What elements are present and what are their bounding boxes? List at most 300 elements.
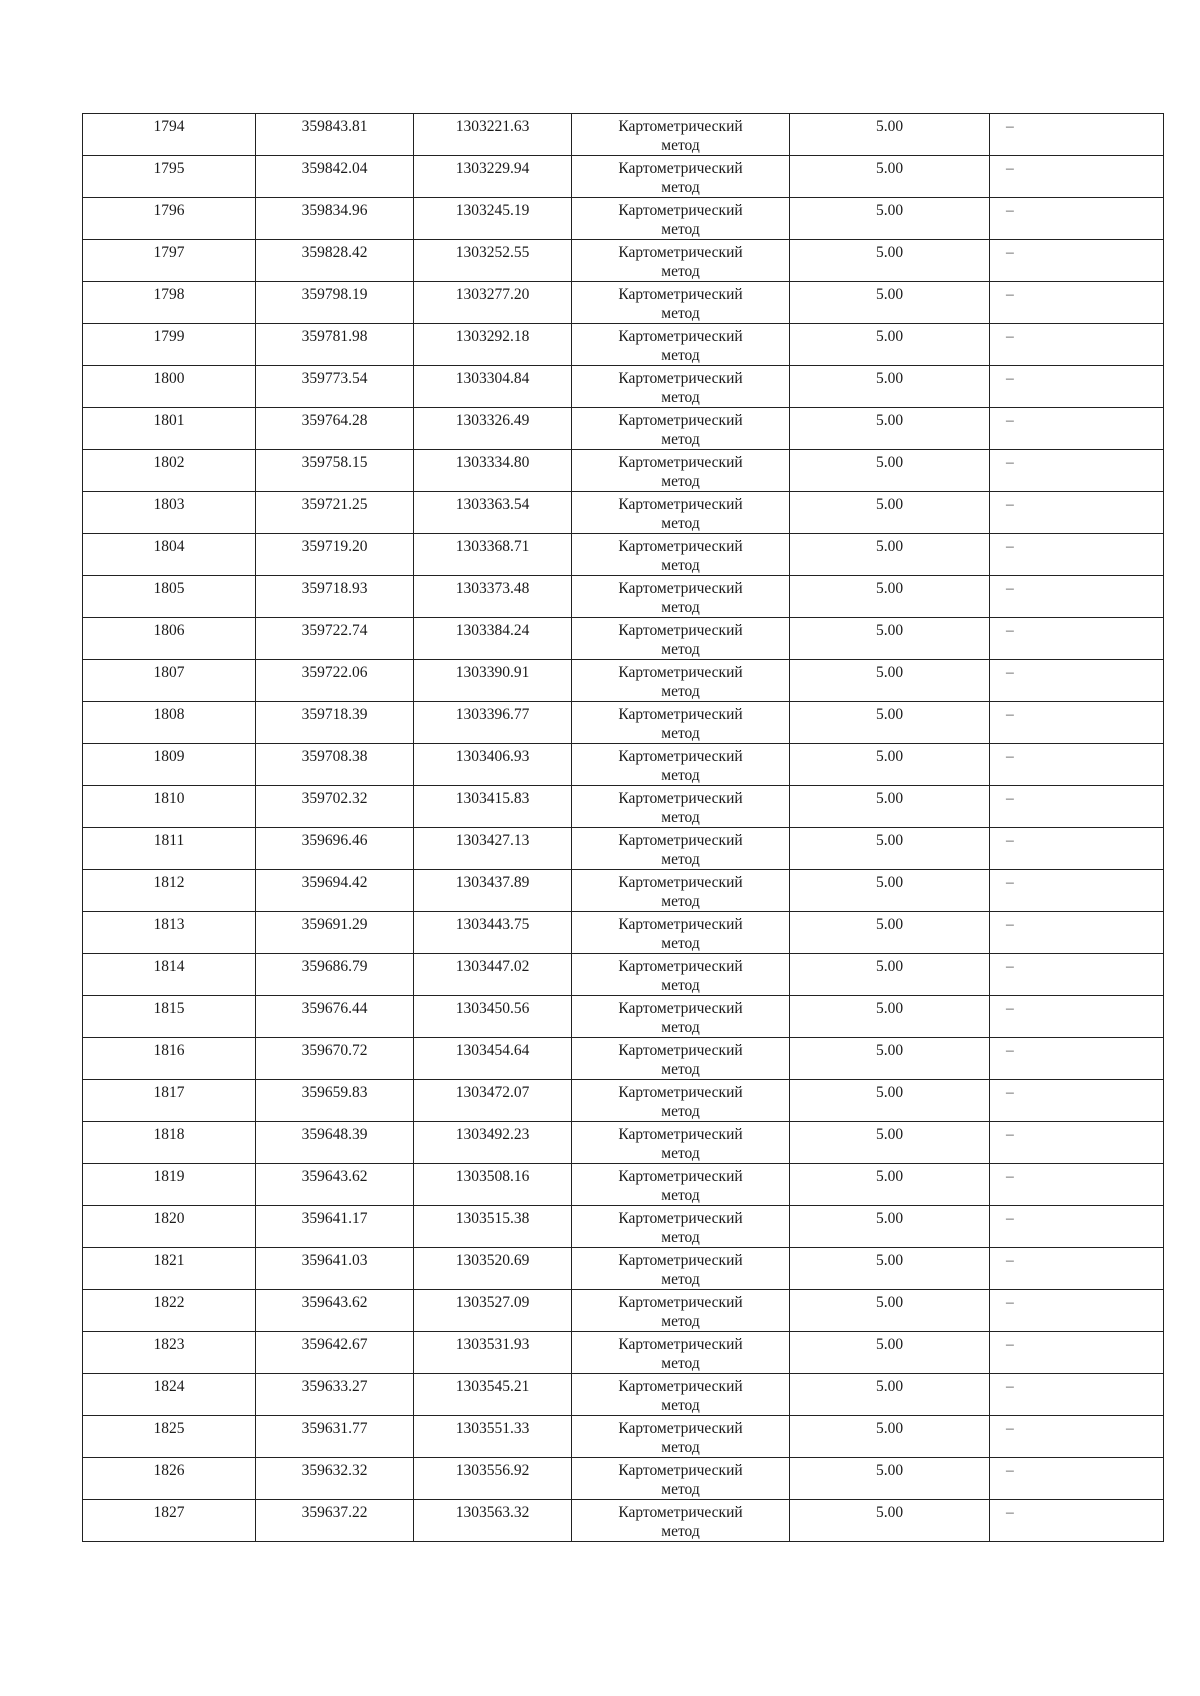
- method-cell: [572, 1458, 790, 1500]
- method-line-1: Картометрический: [618, 1042, 743, 1059]
- x-coordinate-cell: [256, 1038, 414, 1080]
- point-number-text: 1823: [153, 1336, 185, 1353]
- point-number-cell: [83, 1332, 256, 1374]
- note-text: –: [1006, 1420, 1014, 1437]
- note-text: –: [1006, 748, 1014, 765]
- note-text: –: [1006, 244, 1014, 261]
- point-number-cell: [83, 1080, 256, 1122]
- y-coordinate-text: 1303229.94: [455, 160, 530, 177]
- accuracy-text: 5.00: [875, 664, 904, 681]
- method-cell: [572, 954, 790, 996]
- method-line-1: Картометрический: [618, 538, 743, 555]
- note-cell: [990, 240, 1164, 282]
- point-number-text: 1797: [153, 244, 185, 261]
- accuracy-cell: [790, 744, 990, 786]
- accuracy-text: 5.00: [875, 244, 904, 261]
- y-coordinate-cell: [414, 1332, 572, 1374]
- y-coordinate-cell: [414, 1164, 572, 1206]
- method-cell: [572, 282, 790, 324]
- method-line-2: метод: [661, 809, 700, 826]
- accuracy-text: 5.00: [875, 328, 904, 345]
- accuracy-cell: [790, 324, 990, 366]
- note-cell: [990, 450, 1164, 492]
- table-row: [83, 702, 1164, 744]
- method-cell: [572, 156, 790, 198]
- point-number-text: 1798: [153, 286, 185, 303]
- note-text: –: [1006, 1252, 1014, 1269]
- accuracy-text: 5.00: [875, 1126, 904, 1143]
- accuracy-cell: [790, 954, 990, 996]
- x-coordinate-text: 359691.29: [301, 916, 368, 933]
- method-line-1: Картометрический: [618, 118, 743, 135]
- method-line-1: Картометрический: [618, 1168, 743, 1185]
- accuracy-cell: [790, 156, 990, 198]
- note-text: –: [1006, 1168, 1014, 1185]
- y-coordinate-text: 1303277.20: [455, 286, 530, 303]
- x-coordinate-cell: [256, 1332, 414, 1374]
- x-coordinate-cell: [256, 1416, 414, 1458]
- accuracy-cell: [790, 1038, 990, 1080]
- accuracy-text: 5.00: [875, 1210, 904, 1227]
- note-cell: [990, 618, 1164, 660]
- note-cell: [990, 156, 1164, 198]
- note-text: –: [1006, 1042, 1014, 1059]
- y-coordinate-text: 1303450.56: [455, 1000, 530, 1017]
- y-coordinate-cell: [414, 1416, 572, 1458]
- note-text: –: [1006, 958, 1014, 975]
- method-cell: [572, 870, 790, 912]
- method-line-1: Картометрический: [618, 622, 743, 639]
- point-number-cell: [83, 870, 256, 912]
- coordinates-table-body: [83, 114, 1164, 1542]
- note-text: –: [1006, 790, 1014, 807]
- table-row: [83, 1416, 1164, 1458]
- note-cell: [990, 744, 1164, 786]
- accuracy-text: 5.00: [875, 832, 904, 849]
- note-text: –: [1006, 1210, 1014, 1227]
- x-coordinate-cell: [256, 1164, 414, 1206]
- x-coordinate-cell: [256, 1500, 414, 1542]
- method-line-1: Картометрический: [618, 286, 743, 303]
- method-cell: [572, 1038, 790, 1080]
- method-line-2: метод: [661, 977, 700, 994]
- note-cell: [990, 1164, 1164, 1206]
- point-number-text: 1813: [153, 916, 185, 933]
- method-cell: [572, 828, 790, 870]
- accuracy-cell: [790, 576, 990, 618]
- note-text: –: [1006, 412, 1014, 429]
- y-coordinate-cell: [414, 156, 572, 198]
- table-row: [83, 408, 1164, 450]
- table-row: [83, 1458, 1164, 1500]
- note-cell: [990, 1332, 1164, 1374]
- method-cell: [572, 660, 790, 702]
- method-line-1: Картометрический: [618, 1336, 743, 1353]
- method-line-1: Картометрический: [618, 1000, 743, 1017]
- table-row: [83, 1122, 1164, 1164]
- point-number-cell: [83, 240, 256, 282]
- note-cell: [990, 702, 1164, 744]
- table-row: [83, 618, 1164, 660]
- note-cell: [990, 324, 1164, 366]
- method-cell: [572, 912, 790, 954]
- y-coordinate-cell: [414, 1038, 572, 1080]
- y-coordinate-text: 1303527.09: [455, 1294, 530, 1311]
- note-text: –: [1006, 874, 1014, 891]
- method-line-1: Картометрический: [618, 1420, 743, 1437]
- point-number-cell: [83, 576, 256, 618]
- method-line-2: метод: [661, 1061, 700, 1078]
- table-row: [83, 366, 1164, 408]
- x-coordinate-text: 359758.15: [301, 454, 368, 471]
- method-line-2: метод: [661, 599, 700, 616]
- point-number-cell: [83, 1038, 256, 1080]
- note-cell: [990, 1206, 1164, 1248]
- x-coordinate-cell: [256, 828, 414, 870]
- method-cell: [572, 744, 790, 786]
- point-number-text: 1815: [153, 1000, 185, 1017]
- method-line-1: Картометрический: [618, 1084, 743, 1101]
- method-line-2: метод: [661, 179, 700, 196]
- y-coordinate-text: 1303221.63: [455, 118, 530, 135]
- y-coordinate-cell: [414, 870, 572, 912]
- accuracy-text: 5.00: [875, 790, 904, 807]
- x-coordinate-cell: [256, 1206, 414, 1248]
- point-number-text: 1824: [153, 1378, 185, 1395]
- accuracy-text: 5.00: [875, 622, 904, 639]
- point-number-cell: [83, 744, 256, 786]
- x-coordinate-cell: [256, 996, 414, 1038]
- x-coordinate-cell: [256, 954, 414, 996]
- point-number-text: 1806: [153, 622, 185, 639]
- table-row: [83, 114, 1164, 156]
- method-cell: [572, 1164, 790, 1206]
- y-coordinate-text: 1303520.69: [455, 1252, 530, 1269]
- note-cell: [990, 1374, 1164, 1416]
- y-coordinate-text: 1303326.49: [455, 412, 530, 429]
- point-number-text: 1810: [153, 790, 185, 807]
- note-text: –: [1006, 1378, 1014, 1395]
- note-cell: [990, 492, 1164, 534]
- accuracy-cell: [790, 1206, 990, 1248]
- table-row: [83, 1080, 1164, 1122]
- point-number-cell: [83, 828, 256, 870]
- x-coordinate-text: 359722.06: [301, 664, 368, 681]
- method-line-2: метод: [661, 1523, 700, 1540]
- x-coordinate-cell: [256, 240, 414, 282]
- point-number-cell: [83, 702, 256, 744]
- note-cell: [990, 366, 1164, 408]
- point-number-cell: [83, 492, 256, 534]
- accuracy-text: 5.00: [875, 202, 904, 219]
- note-cell: [990, 1290, 1164, 1332]
- method-cell: [572, 702, 790, 744]
- note-text: –: [1006, 538, 1014, 555]
- y-coordinate-text: 1303384.24: [455, 622, 530, 639]
- method-line-1: Картометрический: [618, 496, 743, 513]
- y-coordinate-cell: [414, 576, 572, 618]
- accuracy-cell: [790, 492, 990, 534]
- point-number-text: 1800: [153, 370, 185, 387]
- method-cell: [572, 114, 790, 156]
- y-coordinate-text: 1303556.92: [455, 1462, 530, 1479]
- point-number-text: 1821: [153, 1252, 185, 1269]
- note-text: –: [1006, 706, 1014, 723]
- x-coordinate-text: 359842.04: [301, 160, 368, 177]
- x-coordinate-text: 359764.28: [301, 412, 368, 429]
- point-number-text: 1827: [153, 1504, 185, 1521]
- y-coordinate-cell: [414, 660, 572, 702]
- point-number-cell: [83, 996, 256, 1038]
- x-coordinate-cell: [256, 1458, 414, 1500]
- accuracy-text: 5.00: [875, 1336, 904, 1353]
- method-cell: [572, 240, 790, 282]
- accuracy-cell: [790, 660, 990, 702]
- y-coordinate-cell: [414, 408, 572, 450]
- coordinates-table: [82, 113, 1164, 1542]
- accuracy-cell: [790, 618, 990, 660]
- x-coordinate-text: 359702.32: [301, 790, 368, 807]
- note-cell: [990, 576, 1164, 618]
- x-coordinate-cell: [256, 1374, 414, 1416]
- x-coordinate-text: 359694.42: [301, 874, 368, 891]
- note-cell: [990, 1122, 1164, 1164]
- accuracy-cell: [790, 240, 990, 282]
- y-coordinate-text: 1303472.07: [455, 1084, 530, 1101]
- method-line-1: Картометрический: [618, 244, 743, 261]
- accuracy-cell: [790, 408, 990, 450]
- method-line-1: Картометрический: [618, 580, 743, 597]
- point-number-text: 1822: [153, 1294, 185, 1311]
- x-coordinate-text: 359721.25: [301, 496, 368, 513]
- accuracy-text: 5.00: [875, 1042, 904, 1059]
- method-line-1: Картометрический: [618, 748, 743, 765]
- y-coordinate-cell: [414, 744, 572, 786]
- table-row: [83, 198, 1164, 240]
- table-row: [83, 744, 1164, 786]
- method-cell: [572, 996, 790, 1038]
- accuracy-cell: [790, 1500, 990, 1542]
- accuracy-cell: [790, 1290, 990, 1332]
- accuracy-text: 5.00: [875, 496, 904, 513]
- method-line-2: метод: [661, 221, 700, 238]
- y-coordinate-cell: [414, 1248, 572, 1290]
- y-coordinate-cell: [414, 240, 572, 282]
- note-cell: [990, 1458, 1164, 1500]
- point-number-cell: [83, 324, 256, 366]
- method-line-2: метод: [661, 1481, 700, 1498]
- method-line-2: метод: [661, 431, 700, 448]
- x-coordinate-text: 359696.46: [301, 832, 368, 849]
- method-cell: [572, 534, 790, 576]
- point-number-cell: [83, 1206, 256, 1248]
- point-number-cell: [83, 1122, 256, 1164]
- x-coordinate-text: 359631.77: [301, 1420, 368, 1437]
- point-number-cell: [83, 156, 256, 198]
- table-row: [83, 828, 1164, 870]
- y-coordinate-text: 1303396.77: [455, 706, 530, 723]
- method-line-2: метод: [661, 137, 700, 154]
- point-number-cell: [83, 1374, 256, 1416]
- method-cell: [572, 1290, 790, 1332]
- table-row: [83, 492, 1164, 534]
- x-coordinate-text: 359637.22: [301, 1504, 368, 1521]
- x-coordinate-cell: [256, 1080, 414, 1122]
- y-coordinate-cell: [414, 1500, 572, 1542]
- y-coordinate-text: 1303508.16: [455, 1168, 530, 1185]
- point-number-text: 1799: [153, 328, 185, 345]
- y-coordinate-cell: [414, 324, 572, 366]
- x-coordinate-cell: [256, 492, 414, 534]
- y-coordinate-cell: [414, 198, 572, 240]
- accuracy-cell: [790, 786, 990, 828]
- point-number-text: 1819: [153, 1168, 185, 1185]
- note-text: –: [1006, 286, 1014, 303]
- method-cell: [572, 366, 790, 408]
- method-line-1: Картометрический: [618, 1252, 743, 1269]
- table-row: [83, 324, 1164, 366]
- accuracy-text: 5.00: [875, 1168, 904, 1185]
- y-coordinate-cell: [414, 828, 572, 870]
- x-coordinate-cell: [256, 534, 414, 576]
- y-coordinate-cell: [414, 786, 572, 828]
- method-line-2: метод: [661, 1397, 700, 1414]
- note-text: –: [1006, 1294, 1014, 1311]
- point-number-cell: [83, 1416, 256, 1458]
- point-number-cell: [83, 1248, 256, 1290]
- y-coordinate-text: 1303443.75: [455, 916, 530, 933]
- accuracy-text: 5.00: [875, 538, 904, 555]
- accuracy-text: 5.00: [875, 1000, 904, 1017]
- point-number-cell: [83, 366, 256, 408]
- x-coordinate-text: 359633.27: [301, 1378, 368, 1395]
- y-coordinate-text: 1303551.33: [455, 1420, 530, 1437]
- y-coordinate-cell: [414, 1122, 572, 1164]
- method-line-2: метод: [661, 347, 700, 364]
- y-coordinate-text: 1303454.64: [455, 1042, 530, 1059]
- table-row: [83, 534, 1164, 576]
- accuracy-text: 5.00: [875, 1462, 904, 1479]
- point-number-cell: [83, 408, 256, 450]
- point-number-cell: [83, 660, 256, 702]
- point-number-text: 1801: [153, 412, 185, 429]
- y-coordinate-cell: [414, 618, 572, 660]
- method-cell: [572, 618, 790, 660]
- method-line-1: Картометрический: [618, 202, 743, 219]
- note-text: –: [1006, 1336, 1014, 1353]
- y-coordinate-text: 1303334.80: [455, 454, 530, 471]
- y-coordinate-cell: [414, 702, 572, 744]
- point-number-cell: [83, 534, 256, 576]
- method-line-1: Картометрический: [618, 412, 743, 429]
- point-number-text: 1825: [153, 1420, 185, 1437]
- method-cell: [572, 408, 790, 450]
- point-number-text: 1794: [153, 118, 185, 135]
- y-coordinate-text: 1303252.55: [455, 244, 530, 261]
- y-coordinate-text: 1303292.18: [455, 328, 530, 345]
- method-line-2: метод: [661, 305, 700, 322]
- note-cell: [990, 1416, 1164, 1458]
- method-cell: [572, 1122, 790, 1164]
- y-coordinate-text: 1303563.32: [455, 1504, 530, 1521]
- point-number-text: 1805: [153, 580, 185, 597]
- method-cell: [572, 1332, 790, 1374]
- point-number-cell: [83, 114, 256, 156]
- point-number-text: 1808: [153, 706, 185, 723]
- note-text: –: [1006, 580, 1014, 597]
- point-number-text: 1817: [153, 1084, 185, 1101]
- table-row: [83, 156, 1164, 198]
- note-text: –: [1006, 454, 1014, 471]
- method-line-2: метод: [661, 1103, 700, 1120]
- y-coordinate-cell: [414, 492, 572, 534]
- note-text: –: [1006, 160, 1014, 177]
- accuracy-cell: [790, 912, 990, 954]
- accuracy-cell: [790, 1164, 990, 1206]
- accuracy-text: 5.00: [875, 370, 904, 387]
- accuracy-text: 5.00: [875, 580, 904, 597]
- y-coordinate-text: 1303368.71: [455, 538, 530, 555]
- method-cell: [572, 198, 790, 240]
- note-cell: [990, 954, 1164, 996]
- accuracy-cell: [790, 198, 990, 240]
- y-coordinate-text: 1303415.83: [455, 790, 530, 807]
- method-cell: [572, 450, 790, 492]
- y-coordinate-cell: [414, 114, 572, 156]
- note-text: –: [1006, 622, 1014, 639]
- method-line-1: Картометрический: [618, 706, 743, 723]
- point-number-cell: [83, 198, 256, 240]
- x-coordinate-text: 359641.03: [301, 1252, 368, 1269]
- point-number-cell: [83, 282, 256, 324]
- point-number-text: 1814: [153, 958, 185, 975]
- x-coordinate-text: 359708.38: [301, 748, 368, 765]
- x-coordinate-cell: [256, 744, 414, 786]
- y-coordinate-text: 1303447.02: [455, 958, 530, 975]
- y-coordinate-cell: [414, 954, 572, 996]
- y-coordinate-cell: [414, 1374, 572, 1416]
- note-cell: [990, 1038, 1164, 1080]
- point-number-text: 1816: [153, 1042, 185, 1059]
- method-line-2: метод: [661, 1229, 700, 1246]
- note-text: –: [1006, 202, 1014, 219]
- point-number-cell: [83, 618, 256, 660]
- note-text: –: [1006, 664, 1014, 681]
- accuracy-text: 5.00: [875, 958, 904, 975]
- x-coordinate-cell: [256, 660, 414, 702]
- table-row: [83, 786, 1164, 828]
- method-line-1: Картометрический: [618, 1504, 743, 1521]
- accuracy-text: 5.00: [875, 916, 904, 933]
- method-line-1: Картометрический: [618, 958, 743, 975]
- accuracy-text: 5.00: [875, 118, 904, 135]
- method-cell: [572, 1500, 790, 1542]
- point-number-cell: [83, 450, 256, 492]
- x-coordinate-cell: [256, 1248, 414, 1290]
- method-cell: [572, 1080, 790, 1122]
- method-line-1: Картометрический: [618, 790, 743, 807]
- accuracy-text: 5.00: [875, 874, 904, 891]
- x-coordinate-text: 359834.96: [301, 202, 368, 219]
- x-coordinate-text: 359643.62: [301, 1294, 368, 1311]
- x-coordinate-text: 359632.32: [301, 1462, 368, 1479]
- x-coordinate-text: 359670.72: [301, 1042, 368, 1059]
- note-cell: [990, 912, 1164, 954]
- point-number-text: 1809: [153, 748, 185, 765]
- x-coordinate-cell: [256, 702, 414, 744]
- method-line-2: метод: [661, 1355, 700, 1372]
- x-coordinate-text: 359719.20: [301, 538, 368, 555]
